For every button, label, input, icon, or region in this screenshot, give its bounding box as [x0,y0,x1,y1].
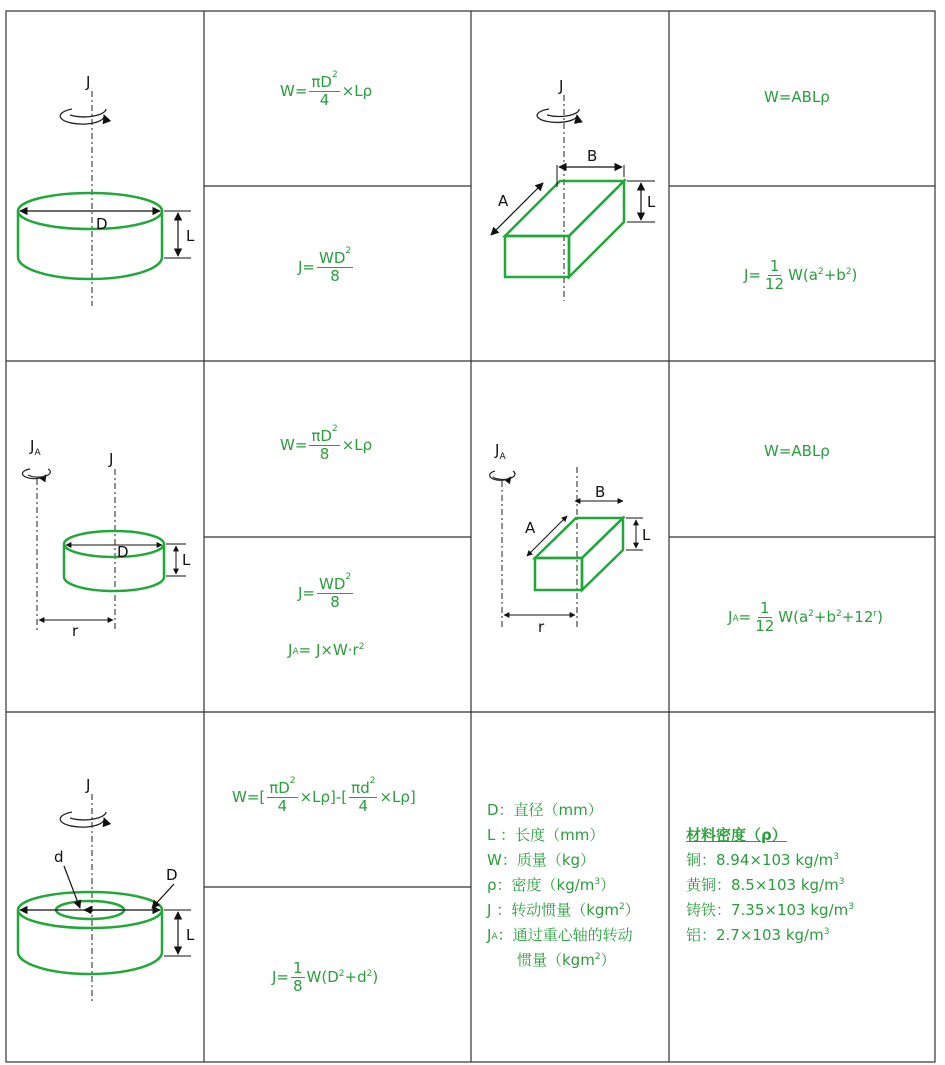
l-label: L [186,926,195,944]
cylinder-inertia-formula: J= $\frac{WD^2}{8}$ [298,246,352,285]
density-item: 铜：8.94×103 $kg/m^3$ [686,851,839,869]
offset-box-inertia-formula: J $_A$ = $\frac{1}{12}$ W(a $^2$ +b $^2$ +12 $^r$ ) [728,599,883,635]
box-inertia-formula: J= $\frac{1}{12}$ W(a $^2$ +b $^2$ ) [744,257,858,293]
a-label: A [525,519,536,537]
hollow-cylinder-weight-formula: W=[ $\frac{\pi D^2}{4}$ ×Lρ]-[ $\frac{\pi d^2}{4}$ ×Lρ] [232,776,416,815]
density-item: 铸铁：7.35×103 $kg/m^3$ [686,901,854,919]
j-label: J [109,450,114,468]
legend-item: ρ：密度$(kg/m^3)$ [487,876,616,894]
material-density-list [686,823,854,948]
d-label: D [166,866,178,884]
box-weight-formula: W=ABLρ [764,88,830,106]
ja-label: $J_A$ [30,437,41,458]
legend-item: J ：转动惯量（kgm$^2$） [487,901,640,919]
offset-cylinder-ja-formula: J $_A$ = J×W·r $^2$ [288,641,365,659]
legend-item: L ：长度（mm） [487,826,605,844]
legend-item: W：质量（kg） [487,851,596,869]
b-label: B [595,483,606,501]
l-label: L [642,526,651,544]
rotation-arrow-icon [537,109,577,122]
offset-cylinder-diagram [6,361,204,712]
l-label: L [182,551,191,569]
cylinder-weight-formula: W= $\frac{\pi D^2}{4}$ ×Lρ [280,70,373,109]
d-label: D [117,543,129,561]
offset-cylinder-weight-formula: W= $\frac{\pi D^2}{8}$ ×Lρ [280,424,373,463]
b-label: B [587,147,598,165]
j-label: J [86,73,91,91]
hollow-cylinder-inertia-formula: J= $\frac{1}{8}$ W(D $^2$ +d $^2$ ) [272,959,379,995]
small-d-label: d [54,848,64,866]
l-label: L [647,193,656,211]
j-label: J [559,77,564,95]
l-label: L [186,227,195,245]
density-title: 材料密度（ρ） [686,826,787,844]
a-label: A [498,192,509,210]
legend-item: $J_A$：通过重心轴的转动 [487,926,633,944]
symbol-legend [487,798,640,973]
d-label: D [96,215,108,233]
legend-item: D：直径（mm） [487,801,603,819]
offset-cylinder-inertia-formula: J= $\frac{WD^2}{8}$ [298,572,352,611]
hollow-cylinder-diagram [6,712,204,1062]
offset-box-diagram [471,361,669,712]
ja-label: $J_A$ [495,441,506,462]
offset-box-weight-formula: W=ABLρ [764,442,830,460]
density-item: 铝：2.7×103 $kg/m^3$ [686,926,830,944]
r-label: r [72,622,79,640]
legend-item: 惯量（kgm$^2$） [517,951,616,969]
box-diagram [471,11,669,361]
j-label: J [86,776,91,794]
r-label: r [538,618,545,636]
cylinder-diagram [6,11,204,361]
density-item: 黄铜：8.5×103 $kg/m^3$ [686,876,845,894]
